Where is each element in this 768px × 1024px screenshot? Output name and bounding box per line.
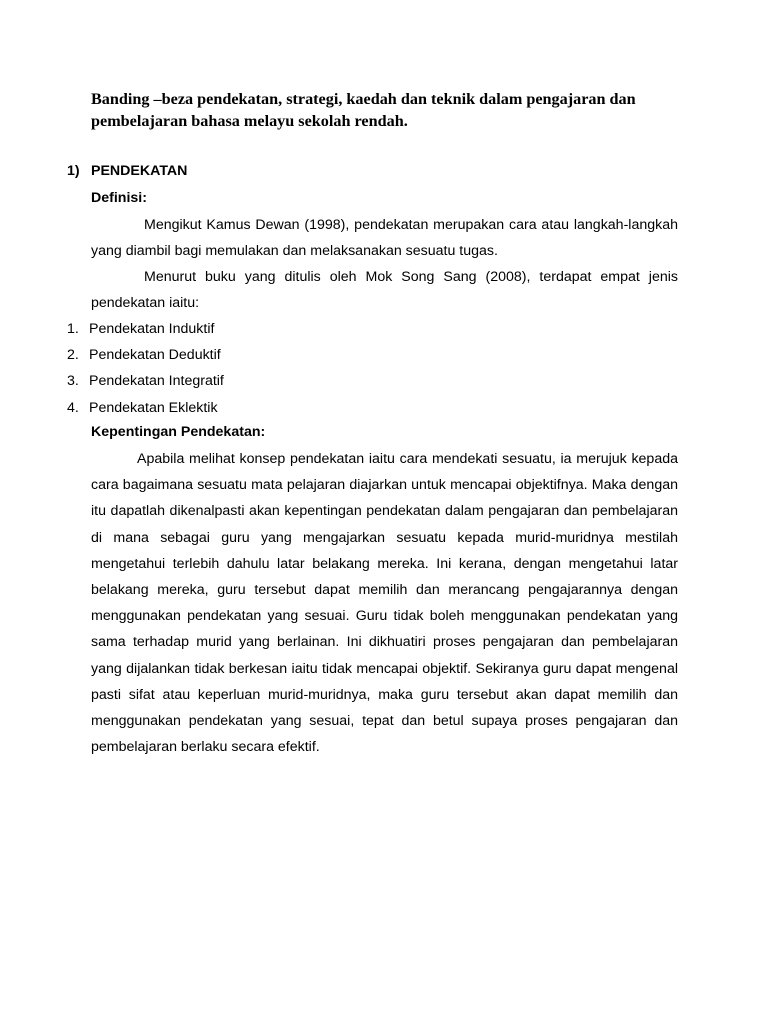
- list-item: [67, 342, 224, 368]
- list-item: [67, 395, 224, 421]
- list-item-label: Pendekatan Integratif: [89, 373, 224, 390]
- kepentingan-heading: Kepentingan Pendekatan:: [91, 424, 266, 440]
- list-item-number: 1.: [67, 321, 79, 337]
- list-item-number: 4.: [67, 399, 79, 416]
- approach-list: [67, 316, 224, 421]
- list-item-number: 3.: [67, 373, 79, 390]
- list-item: [67, 316, 224, 342]
- kepentingan-paragraph: Apabila melihat konsep pendekatan iaitu cara mendekati sesuatu, ia merujuk kepada cara bagaimana sesuatu mata pelajaran diajarkan untuk mencapai objektifnya. Maka dengan itu dapatlah dikenalpasti akan kepentingan pendekatan dalam pengajaran dan pembelajaran di mana sebagai guru yang mengajarkan sesuatu kepada murid-muridnya mestilah mengetahui terlebih dahulu latar belakang mereka. Ini kerana, dengan mengetahui latar belakang mereka, guru tersebut dapat memilih dan merancang pengajarannya dengan menggunakan pendekatan yang sesuai. Guru tidak boleh menggunakan pendekatan yang sama terhadap murid yang berlainan. Ini dikhuatiri proses pengajaran dan pembelajaran yang dijalankan tidak berkesan iaitu tidak mencapai objektif. Sekiranya guru dapat mengenal pasti sifat atau keperluan murid-muridnya, maka guru tersebut akan dapat memilih dan menggunakan pendekatan yang sesuai, tepat dan betul supaya proses pengajaran dan pembelajaran berlaku secara efektif.: [91, 451, 678, 756]
- section-number: 1): [67, 163, 80, 179]
- section-heading: [67, 163, 187, 179]
- section-title: PENDEKATAN: [91, 163, 188, 179]
- list-item-label: Pendekatan Induktif: [89, 321, 215, 337]
- definisi-heading: Definisi:: [91, 190, 147, 206]
- source-paragraph: Menurut buku yang ditulis oleh Mok Song Sang (2008), terdapat empat jenis pendekatan iaitu:: [91, 269, 678, 312]
- list-item-number: 2.: [67, 347, 79, 364]
- list-item-label: Pendekatan Eklektik: [89, 399, 218, 416]
- list-item-label: Pendekatan Deduktif: [89, 347, 221, 364]
- list-item: [67, 368, 224, 394]
- definition-paragraph: Mengikut Kamus Dewan (1998), pendekatan merupakan cara atau langkah-langkah yang diambil bagi memulakan dan melaksanakan sesuatu tugas.: [91, 217, 678, 260]
- document-title: Banding –beza pendekatan, strategi, kaedah dan teknik dalam pengajaran dan pembelajaran bahasa melayu sekolah rendah.: [91, 90, 636, 130]
